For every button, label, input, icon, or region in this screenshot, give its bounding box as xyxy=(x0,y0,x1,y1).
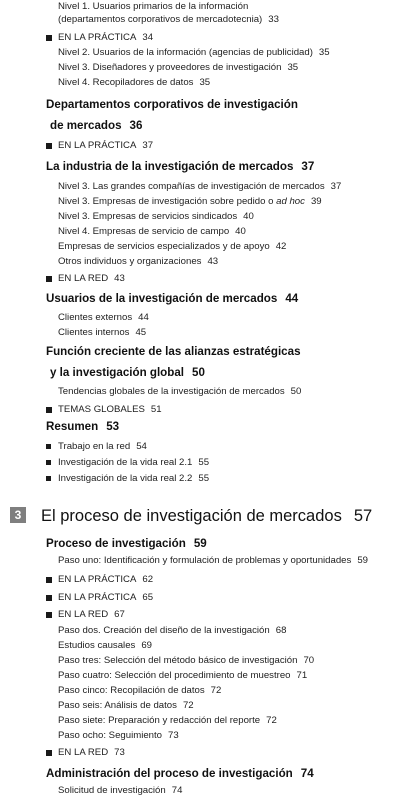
toc-entry[interactable]: Nivel 3. Empresas de investigación sobre pedido o ad hoc 39 xyxy=(58,196,322,207)
page-number: 53 xyxy=(106,420,120,433)
page-number: 55 xyxy=(198,457,210,468)
page-number: 40 xyxy=(235,226,246,237)
toc-section-heading[interactable]: Departamentos corporativos de investigación xyxy=(46,98,298,111)
toc-entry[interactable]: Nivel 2. Usuarios de la información (agencias de publicidad) 35 xyxy=(58,47,330,58)
square-bullet-icon xyxy=(46,35,52,41)
chapter-title: El proceso de investigación de mercados 57 xyxy=(41,507,373,525)
toc-section-heading[interactable]: La industria de la investigación de mercados 37 xyxy=(46,160,315,173)
page-number: 40 xyxy=(243,211,254,222)
page-number: 67 xyxy=(114,609,125,620)
page-number: 39 xyxy=(310,196,322,207)
chapter-heading[interactable] xyxy=(10,506,410,526)
square-bullet-icon xyxy=(46,143,52,149)
toc-entry[interactable]: Paso cinco: Recopilación de datos 72 xyxy=(58,685,222,696)
page-number: 59 xyxy=(193,537,207,550)
toc-entry[interactable]: Estudios causales 69 xyxy=(58,640,152,651)
page-number: 51 xyxy=(150,404,162,415)
page-number: 43 xyxy=(207,256,219,267)
toc-entry[interactable]: Paso ocho: Seguimiento 73 xyxy=(58,730,179,741)
square-bullet-icon xyxy=(46,460,51,465)
toc-entry-box[interactable]: EN LA PRÁCTICA 37 xyxy=(58,140,154,151)
toc-section-heading[interactable]: Administración del proceso de investigación 74 xyxy=(46,767,314,780)
page-number: 57 xyxy=(353,507,373,525)
toc-entry[interactable]: Empresas de servicios especializados y de apoyo 42 xyxy=(58,241,287,252)
square-bullet-icon xyxy=(46,407,52,413)
page-number: 72 xyxy=(210,685,222,696)
page-number: 73 xyxy=(114,747,125,758)
page-number: 71 xyxy=(296,670,308,681)
toc-entry-box[interactable]: EN LA RED 73 xyxy=(58,747,125,758)
toc-entry[interactable]: Tendencias globales de la investigación de mercados 50 xyxy=(58,386,302,397)
square-bullet-icon xyxy=(46,476,51,481)
toc-entry[interactable]: Nivel 1. Usuarios primarios de la información xyxy=(58,1,249,12)
page-number: 62 xyxy=(142,574,154,585)
page-number: 43 xyxy=(114,273,125,284)
toc-section-heading[interactable]: Usuarios de la investigación de mercados 44 xyxy=(46,292,299,305)
page-number: 44 xyxy=(138,312,149,323)
toc-entry[interactable]: Clientes internos 45 xyxy=(58,327,147,338)
toc-entry[interactable]: Nivel 3. Empresas de servicios sindicados 40 xyxy=(58,211,254,222)
page-number: 65 xyxy=(142,592,154,603)
page-number: 44 xyxy=(285,292,299,305)
toc-entry-box[interactable]: EN LA PRÁCTICA 62 xyxy=(58,574,154,585)
chapter-number-badge: 3 xyxy=(10,507,26,523)
page-number: 37 xyxy=(330,181,342,192)
page-number: 35 xyxy=(199,77,211,88)
toc-section-heading[interactable]: y la investigación global 50 xyxy=(50,366,205,379)
page-number: 50 xyxy=(192,366,205,379)
page-number: 33 xyxy=(268,14,279,25)
page-number: 36 xyxy=(129,119,143,132)
page-number: 35 xyxy=(318,47,330,58)
toc-entry[interactable]: Paso cuatro: Selección del procedimiento de muestreo 71 xyxy=(58,670,308,681)
page-number: 69 xyxy=(141,640,152,651)
toc-entry[interactable]: Nivel 4. Recopiladores de datos 35 xyxy=(58,77,211,88)
toc-entry[interactable]: Otros individuos y organizaciones 43 xyxy=(58,256,219,267)
toc-entry[interactable]: Paso seis: Análisis de datos 72 xyxy=(58,700,194,711)
page-number: 45 xyxy=(135,327,147,338)
toc-entry[interactable]: Paso dos. Creación del diseño de la investigación 68 xyxy=(58,625,287,636)
toc-entry[interactable]: (departamentos corporativos de mercadotecnia) 33 xyxy=(58,14,279,25)
toc-entry[interactable]: Solicitud de investigación 74 xyxy=(58,785,183,796)
page-number: 68 xyxy=(275,625,287,636)
toc-entry-box[interactable]: TEMAS GLOBALES 51 xyxy=(58,404,162,415)
page-number: 59 xyxy=(357,555,368,566)
toc-entry-box[interactable]: EN LA RED 67 xyxy=(58,609,125,620)
toc-entry-box[interactable]: EN LA PRÁCTICA 34 xyxy=(58,32,154,43)
page-number: 37 xyxy=(301,160,315,173)
toc-section-heading[interactable]: Proceso de investigación 59 xyxy=(46,537,207,550)
page-number: 72 xyxy=(266,715,277,726)
page-number: 70 xyxy=(303,655,315,666)
toc-entry[interactable]: Trabajo en la red 54 xyxy=(58,441,147,452)
toc-entry-box[interactable]: EN LA RED 43 xyxy=(58,273,125,284)
page-number: 34 xyxy=(142,32,154,43)
toc-entry[interactable]: Clientes externos 44 xyxy=(58,312,149,323)
square-bullet-icon xyxy=(46,595,52,601)
toc-entry[interactable]: Investigación de la vida real 2.1 55 xyxy=(58,457,210,468)
toc-entry[interactable]: Investigación de la vida real 2.2 55 xyxy=(58,473,210,484)
page-number: 73 xyxy=(168,730,179,741)
page-number: 55 xyxy=(198,473,210,484)
toc-entry-box[interactable]: EN LA PRÁCTICA 65 xyxy=(58,592,154,603)
toc-entry[interactable]: Nivel 3. Las grandes compañías de investigación de mercados 37 xyxy=(58,181,342,192)
square-bullet-icon xyxy=(46,612,52,618)
square-bullet-icon xyxy=(46,276,52,282)
page-number: 37 xyxy=(142,140,154,151)
square-bullet-icon xyxy=(46,444,51,449)
toc-entry[interactable]: Nivel 3. Diseñadores y proveedores de investigación 35 xyxy=(58,62,299,73)
page-number: 54 xyxy=(136,441,147,452)
toc-section-heading[interactable]: de mercados 36 xyxy=(50,119,143,132)
square-bullet-icon xyxy=(46,750,52,756)
toc-entry[interactable]: Paso uno: Identificación y formulación de problemas y oportunidades 59 xyxy=(58,555,368,566)
page-number: 50 xyxy=(290,386,302,397)
toc-entry[interactable]: Paso tres: Selección del método básico de investigación 70 xyxy=(58,655,315,666)
square-bullet-icon xyxy=(46,577,52,583)
toc-entry[interactable]: Paso siete: Preparación y redacción del reporte 72 xyxy=(58,715,277,726)
page-number: 42 xyxy=(275,241,287,252)
toc-section-heading[interactable]: Función creciente de las alianzas estratégicas xyxy=(46,345,301,358)
toc-entry[interactable]: Nivel 4. Empresas de servicio de campo 40 xyxy=(58,226,246,237)
toc-section-heading[interactable]: Resumen 53 xyxy=(46,420,120,433)
page-number: 72 xyxy=(182,700,194,711)
page-number: 35 xyxy=(287,62,299,73)
page-number: 74 xyxy=(300,767,314,780)
page-number: 74 xyxy=(171,785,183,796)
